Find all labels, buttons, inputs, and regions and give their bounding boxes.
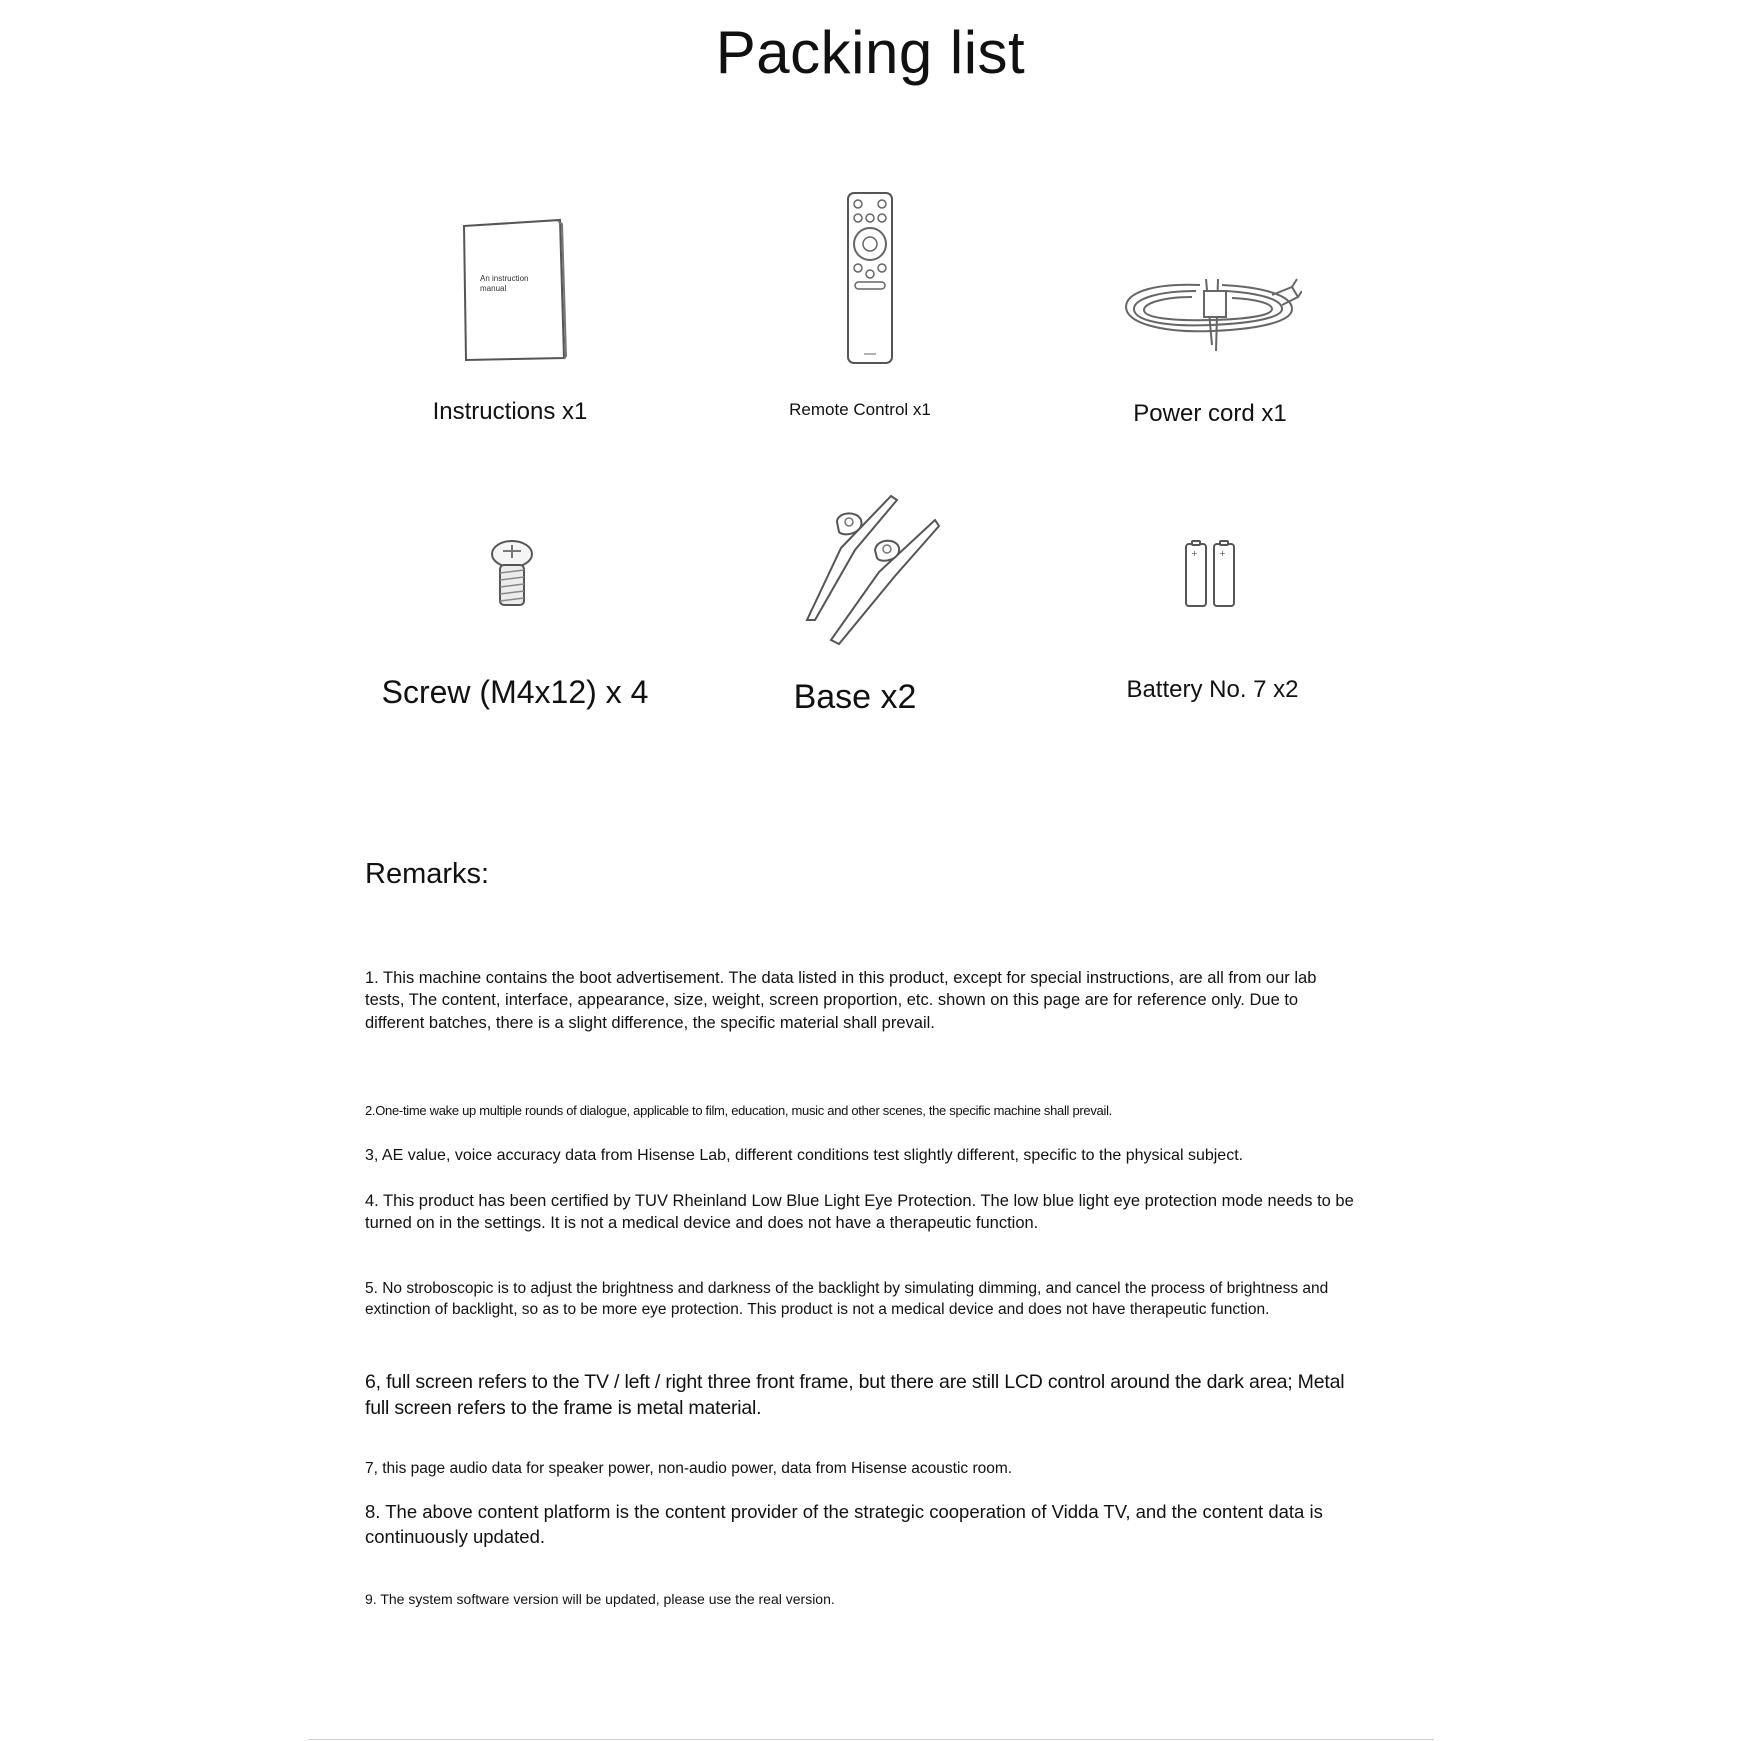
remark-item: 4. This product has been certified by TUV Rheinland Low Blue Light Eye Protection. The low blue light eye protection mode needs to be turned on in the settings. It is not a medical device and does not have a therapeutic function. — [365, 1192, 1354, 1233]
remote-control-icon — [842, 190, 898, 366]
item-label-battery: Battery No. 7 x2 — [1126, 676, 1299, 703]
svg-text:manual: manual — [480, 284, 507, 293]
item-label-instructions: Instructions x1 — [432, 398, 588, 425]
item-label-screw: Screw (M4x12) x 4 — [381, 674, 649, 710]
remark-item: 9. The system software version will be updated, please use the real version. — [365, 1591, 835, 1607]
remark-item: 1. This machine contains the boot advertisement. The data listed in this product, except for special instructions, are all from our lab tests, The content, interface, appearance, size, weight, screen proportion, etc. shown on this page are for reference only. Due to different batches, there is a slight difference, the specific material shall prevail. — [365, 969, 1317, 1032]
bottom-divider — [308, 1739, 1434, 1740]
remark-item: 8. The above content platform is the content provider of the strategic cooperation of Vidda TV, and the content data is continuously updated. — [365, 1501, 1323, 1547]
instruction-manual-icon — [460, 218, 568, 364]
power-cord-icon — [1122, 265, 1302, 355]
item-label-power-cord: Power cord x1 — [1133, 400, 1287, 427]
remark-item: 2.One-time wake up multiple rounds of dialogue, applicable to film, education, music and other scenes, the specific machine shall prevail. — [365, 1103, 1112, 1118]
remark-item: 7, this page audio data for speaker power, non-audio power, data from Hisense acoustic room. — [365, 1460, 1013, 1477]
svg-text:+: + — [1191, 549, 1198, 558]
item-label-base: Base x2 — [793, 678, 917, 716]
batteries-icon — [1183, 540, 1239, 610]
stand-legs-icon — [785, 492, 940, 652]
remark-item: 3, AE value, voice accuracy data from Hisense Lab, different conditions test slightly different, specific to the physical subject. — [365, 1147, 1244, 1164]
screw-icon — [490, 540, 534, 608]
item-label-remote-control: Remote Control x1 — [789, 400, 931, 419]
remarks-heading: Remarks: — [365, 858, 490, 890]
svg-text:+: + — [1219, 549, 1226, 558]
remark-item: 6, full screen refers to the TV / left / right three front frame, but there are still LCD control around the dark area; Metal full screen refers to the frame is metal material. — [365, 1371, 1345, 1420]
remark-item: 5. No stroboscopic is to adjust the brightness and darkness of the backlight by simulating dimming, and cancel the process of brightness and extinction of backlight, so as to be more eye protection. This product is not a medical device and does not have therapeutic function. — [365, 1280, 1329, 1318]
manual-cover-text: An instruction — [480, 274, 529, 283]
page-title: Packing list — [715, 19, 1026, 86]
